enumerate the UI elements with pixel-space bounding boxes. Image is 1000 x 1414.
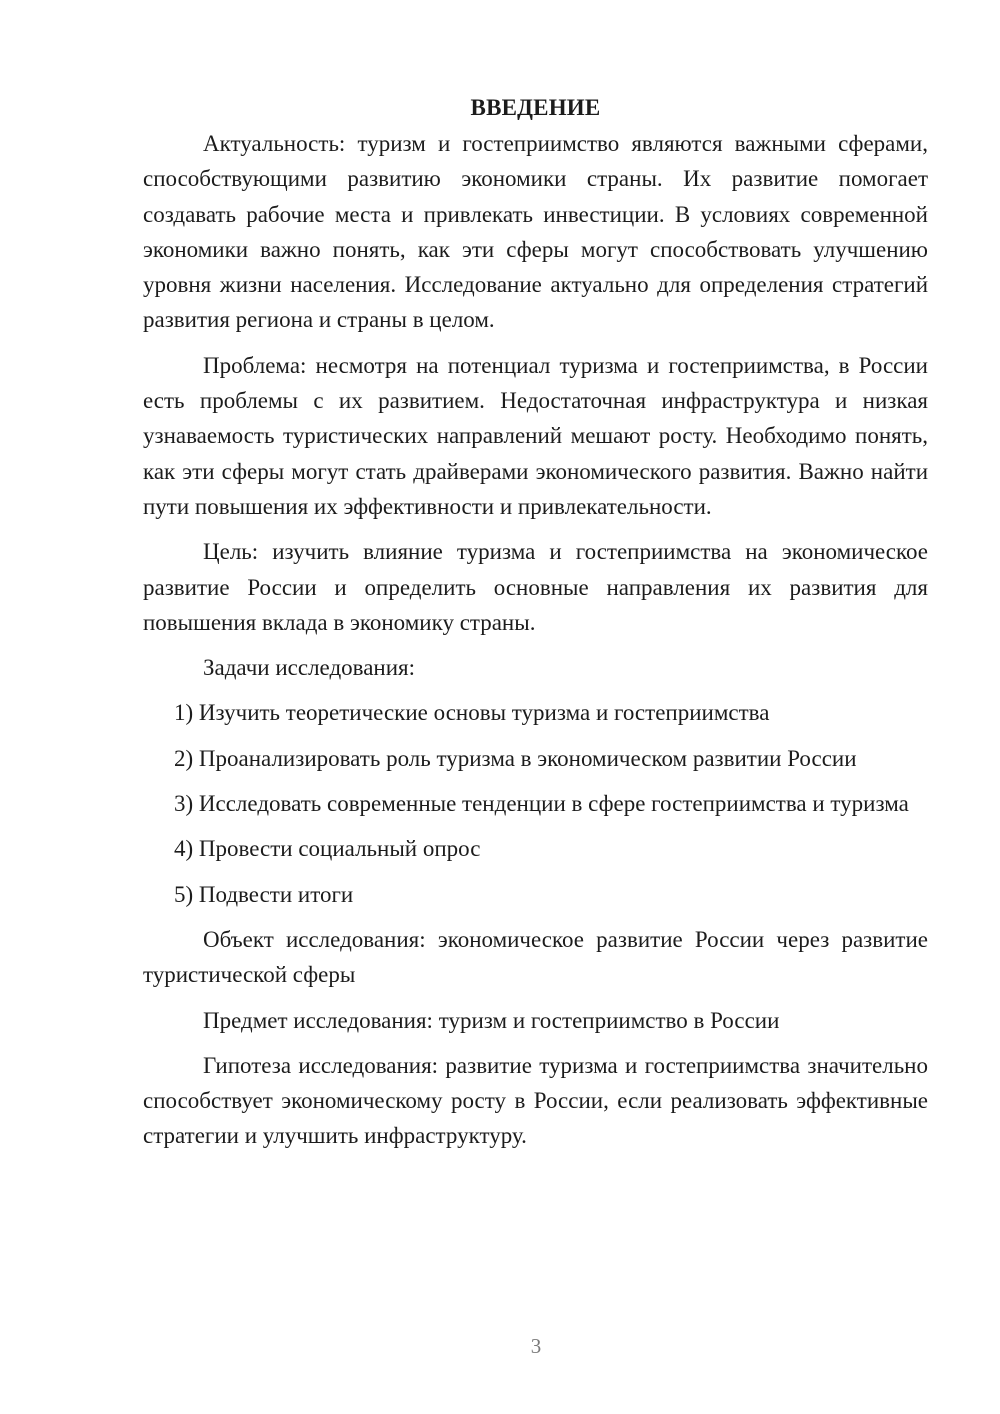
subject-paragraph: Предмет исследования: туризм и гостеприимство в России (203, 1007, 780, 1033)
relevance-paragraph: Актуальность: туризм и гостеприимство являются важными сферами, способствующими развитию экономики страны. Их развитие помогает создавать рабочие места и привлекать инвестиции. В условиях современной экономики важно понять, как эти сферы могут способствовать улучшению уровня жизни населения. Исследование актуально для определения стратегий развития региона и страны в целом. (143, 131, 928, 333)
document-page (143, 90, 928, 1164)
object-paragraph: Объект исследования: экономическое развитие России через развитие туристической сферы (143, 926, 928, 988)
task-item-1: 1) Изучить теоретические основы туризма и гостеприимства (174, 700, 770, 726)
hypothesis-paragraph: Гипотеза исследования: развитие туризма и гостеприимства значительно способствует экономическому росту в России, если реализовать эффективные стратегии и улучшить инфраструктуру. (143, 1052, 928, 1149)
problem-paragraph: Проблема: несмотря на потенциал туризма и гостеприимства, в России есть проблемы с их развитием. Недостаточная инфраструктура и низкая узнаваемость туристических направлений мешают росту. Необходимо понять, как эти сферы могут стать драйверами экономического развития. Важно найти пути повышения их эффективности и привлекательности. (143, 352, 928, 519)
goal-paragraph: Цель: изучить влияние туризма и гостеприимства на экономическое развитие России и определить основные направления их развития для повышения вклада в экономику страны. (143, 539, 928, 635)
task-item-2: 2) Проанализировать роль туризма в экономическом развитии России (174, 745, 857, 771)
task-item-4: 4) Провести социальный опрос (174, 836, 481, 862)
page-number: 3 (530, 1334, 542, 1358)
section-title: ВВЕДЕНИЕ (470, 95, 601, 120)
tasks-heading: Задачи исследования: (203, 655, 416, 681)
task-item-3: 3) Исследовать современные тенденции в сфере гостеприимства и туризма (174, 791, 909, 817)
task-item-5: 5) Подвести итоги (174, 881, 354, 907)
